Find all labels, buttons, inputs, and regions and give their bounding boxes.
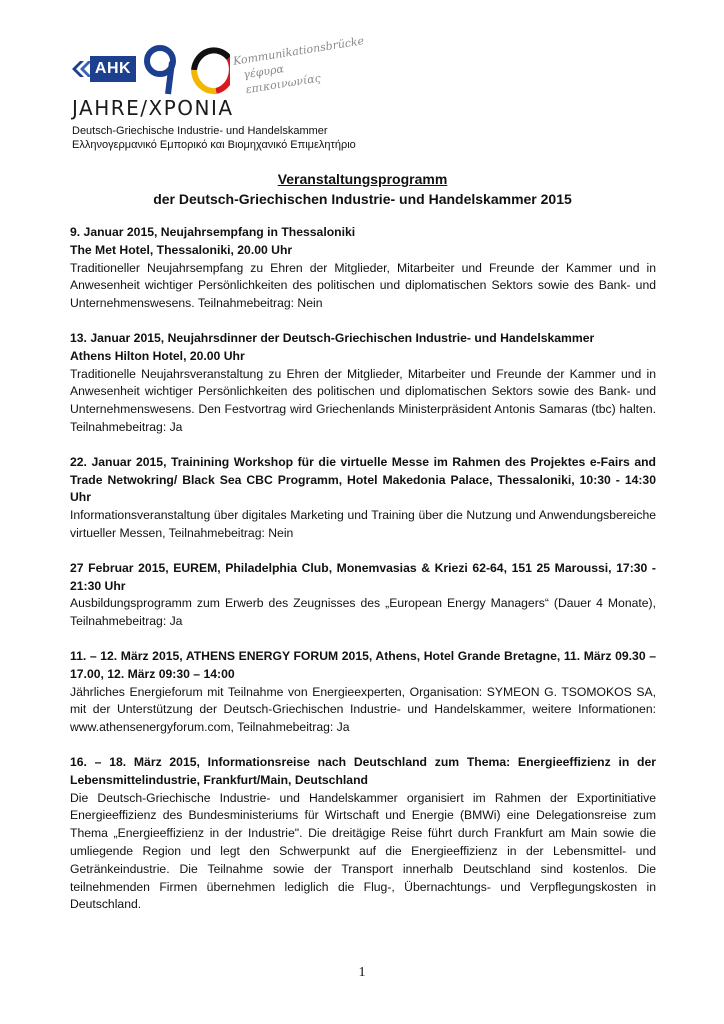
logo-tagline: [232, 34, 365, 98]
title-line-2: der Deutsch-Griechischen Industrie- und Handelskammer 2015: [153, 191, 572, 207]
tagline-gr: γέφυρα επικοινωνίας: [242, 62, 322, 97]
chamber-logo: [72, 34, 365, 156]
ahk-badge: AHK: [90, 56, 136, 82]
event-item: [70, 224, 656, 313]
event-venue: The Met Hotel, Thessaloniki, 20.00 Uhr: [70, 242, 293, 257]
event-heading: 9. Januar 2015, Neujahrsempfang in Thessaloniki: [70, 225, 356, 239]
event-venue: Athens Hilton Hotel, 20.00 Uhr: [70, 348, 245, 363]
tagline-de: Kommunikationsbrücke: [232, 34, 365, 68]
event-description: Jährliches Energieforum mit Teilnahme von Energieexperten, Organisation: SYMEON G. TSOMOKOS SA, mit der Unterstützung der Deutsch-Griechischen Industrie- und Handelskammer, weitere Informationen: www.athensenergyforum.com, Teilnahmebeitrag: Ja: [70, 684, 656, 735]
title-line-1: Veranstaltungsprogramm: [277, 171, 448, 187]
event-heading: 13. Januar 2015, Neujahrsdinner der Deutsch-Griechischen Industrie- und Handelskammer: [70, 330, 595, 345]
org-name-german: Deutsch-Griechische Industrie- und Handelskammer: [72, 125, 328, 137]
event-heading: 11. – 12. März 2015, ATHENS ENERGY FORUM 2015, Athens, Hotel Grande Bretagne, 11. März 09.30 – 17.00, 12. März 09:30 – 14:00: [70, 648, 656, 681]
event-description: Informationsveranstaltung über digitales Marketing und Training über die Nutzung und Anwendungsbereiche virtueller Messen, Teilnahmebeitrag: Nein: [70, 508, 656, 540]
event-description: Traditionelle Neujahrsveranstaltung zu Ehren der Mitglieder, Mitarbeiter und Freunde der Kammer und in Anwesenheit wichtiger Persönlichkeiten des politischen und diplomatischen Sektors sowie des Bank- und Unternehmenswesens. Den Festvortrag wird Griechenlands Ministerpräsident Antonis Samaras (tbc) halten. Teilnahmebeitrag: Ja: [70, 366, 656, 434]
event-item: [70, 648, 656, 737]
document-title: [70, 169, 655, 209]
event-heading: 27 Februar 2015, EUREM, Philadelphia Club, Monemvasias & Kriezi 62-64, 151 25 Maroussi, 17:30 - 21:30 Uhr: [70, 560, 656, 593]
event-item: [70, 560, 656, 631]
event-description: Ausbildungsprogramm zum Erwerb des Zeugnisses des „European Energy Managers“ (Dauer 4 Monate), Teilnahmebeitrag: Ja: [70, 596, 656, 629]
org-name-greek: Ελληνογερμανικό Εμπορικό και Βιομηχανικό Επιμελητήριο: [72, 139, 356, 151]
event-heading: 22. Januar 2015, Trainining Workshop für die virtuelle Messe im Rahmen des Projektes e-Fairs and Trade Netwokring/ Black Sea CBC Programm, Hotel Makedonia Palace, Thessaloniki, 10:30 - 14:30 Uhr: [70, 454, 656, 505]
page-number: 1: [358, 965, 366, 980]
event-description: Die Deutsch-Griechische Industrie- und Handelskammer organisiert im Rahmen der Exportinitiative Energieeffizienz des Bundesministeriums für Wirtschaft und Energie (BMWi) eine Delegationsreise zum Thema „Energieeffizienz in der Industrie". Die dreitägige Reise führt durch Frankfurt am Main sowie die umliegende Region und legt den Schwerpunkt auf die Energieeffizienz in der Lebensmittel- und Getränkeindustrie. Die Teilnahme sowie der Transport innerhalb Deutschland sind kostenlos. Die teilnehmenden Firmen übernehmen lediglich die Flug-, Übernachtungs- und Verpflegungskosten in Deutschland.: [70, 790, 656, 912]
event-description: Traditioneller Neujahrsempfang zu Ehren der Mitglieder, Mitarbeiter und Freunde der Kammer und in Anwesenheit wichtiger Persönlichkeiten des politischen und diplomatischen Sektors sowie des Bank- und Unternehmenswesens. Teilnahmebeitrag: Nein: [70, 260, 656, 311]
event-heading: 16. – 18. März 2015, Informationsreise nach Deutschland zum Thema: Energieeffizienz in der Lebensmittelindustrie, Frankfurt/Main, Deutschland: [70, 754, 656, 787]
event-item: [70, 454, 656, 543]
ninety-years-emblem: [138, 44, 230, 96]
event-item: [70, 754, 656, 914]
event-item: [70, 330, 656, 437]
jahre-xponia-wordmark: JAHRE/XPONIA: [72, 96, 234, 120]
event-list: [70, 224, 656, 931]
